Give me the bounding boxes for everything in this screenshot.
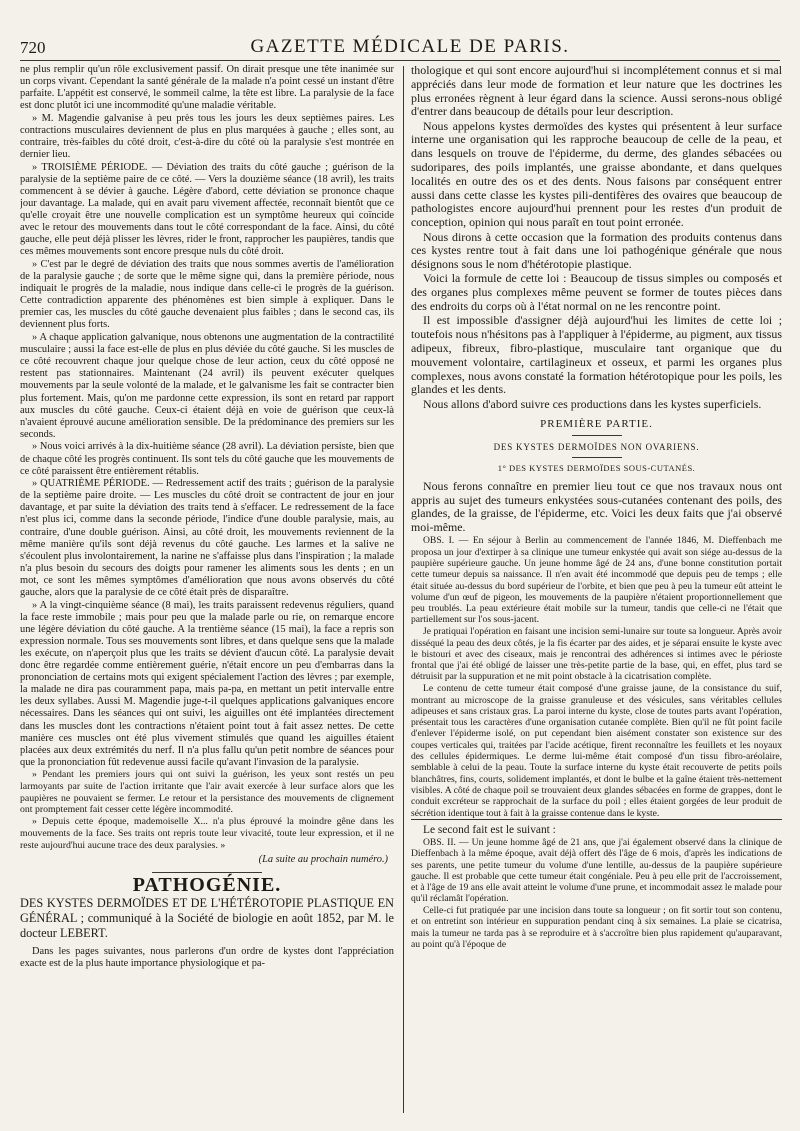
paragraph: Il est impossible d'assigner déjà aujourd'hui les limites de cette loi ; toutefois nous n'hésitons pas à l'appliquer à l'épiderme, au pigment, aux tissus adipeux, fibreux, fibro-plastique, musculaire tant organique que du mouvement volontaire, cartilagineux et osseux, et parmi les organes plus complexes, nous avons constaté la formation hétérotopique pour les poils, les glandes et les dents.	[411, 313, 782, 397]
subheading: DES KYSTES DERMOÏDES NON OVARIENS.	[493, 441, 700, 452]
column-divider	[403, 66, 404, 1113]
paragraph: Celle-ci fut pratiquée par une incision dans toute sa longueur ; on fit sortir tout son contenu, et on entretint son intérieur en suppuration pendant cinq à six semaines. La plaie se cicatrisa, mais la tumeur ne tarda pas à se reproduire et à s'accroître bien plus rapidement qu'auparavant, au point qu'à l'époque de	[411, 905, 782, 951]
paragraph: ne plus remplir qu'un rôle exclusivement passif. On dirait presque une tête inanimée sur un corps vivant. Cependant la santé générale de la malade n'a point cessé un instant d'être parfaite. L'appétit est conservé, le sommeil calme, la tête est libre. La paralysie de la face est donc plutôt ici une incommodité qu'une maladie véritable.	[20, 64, 394, 112]
paragraph: » Pendant les premiers jours qui ont suivi la guérison, les yeux sont restés un peu larmoyants par suite de l'action irritante que l'air avait exercée à leur surface alors que les paupières ne pouvaient se fermer. Le retour et la persistance des mouvements de clignement ont promptement fait cesser cette légère incommodité.	[20, 769, 394, 816]
header-rule	[20, 60, 780, 61]
paragraph: Je pratiquai l'opération en faisant une incision semi-lunaire sur toute sa longueur. Après avoir disséqué la peau des deux côtés, je la fis écarter par des aides, et je séparai ensuite le kyste avec le bistouri et avec des ciseaux, mais je rencontrai des adhérences si intimes avec le périoste frontal que j'ai été obligé de laisser une très-petite partie de la base, qui, en effet, plus tard se détruisit par la suppuration et ne mit point obstacle à la cicatrisation complète.	[411, 626, 782, 683]
article-subtitle: DES KYSTES DERMOÏDES ET DE L'HÉTÉROTOPIE PLASTIQUE EN GÉNÉRAL ; communiqué à la Société de biologie en août 1852, par M. le docteur LEBERT.	[20, 896, 394, 941]
page-header	[20, 24, 780, 58]
paragraph: » Nous voici arrivés à la dix-huitième séance (28 avril). La déviation persiste, bien que de chaque côté les progrès continuent. Ils sont tels du côté gauche que les mouvements de ce côté paraissent être entièrement rétablis.	[20, 441, 394, 477]
paragraph: Nous appelons kystes dermoïdes des kystes qui présentent à leur surface interne une organisation qui les rapproche beaucoup de celle de la peau, et dans lesquels on trouve de l'épiderme, du derme, des glandes sébacées ou sudoripares, des poils implantés, une graisse abondante, et dans quelques localités en outre des os et des dents. Nous faisons par conséquent entrer aussi dans cette classe les kystes pili-dentifères des ovaires que beaucoup de pathologistes encore aujourd'hui prennent pour les restes d'un produit de conception, opinion qui nous paraît en tout point erronée.	[411, 118, 782, 230]
paragraph: » TROISIÈME PÉRIODE. — Déviation des traits du côté gauche ; guérison de la paralysie de la septième paire de ce côté. — Vers la douzième séance (18 avril), les traits commencent à se dévier à gauche. Légère d'abord, cette déviation se prononce chaque jour davantage. La malade, qui en avait paru vivement affectée, reconnaît bientôt que ce qu'elle croyait être une nouvelle complication est un symptôme heureux qui coïncide avec le retour des mouvements dans tout le côté correspondant de la face. Ainsi, du côté gauche, elle peut déjà plisser les lèvres, rider le front, rapprocher les paupières, tandis que ces mêmes mouvements sont encore presque nuls du côté droit.	[20, 161, 394, 258]
separator	[572, 457, 622, 458]
right-column	[411, 64, 782, 1114]
paragraph: Nous ferons connaître en premier lieu tout ce que nos travaux nous ont appris au sujet des tumeurs enkystées sous-cutanées contenant des poils, des glandes, de la graisse, de l'épiderme, etc. Voici les deux faits que j'ai observé moi-même.	[411, 478, 782, 535]
left-column	[20, 64, 394, 1114]
paragraph: Le second fait est le suivant :	[411, 819, 782, 836]
paragraph: » A la vingt-cinquième séance (8 mai), les traits paraissent redevenus réguliers, quand la face reste immobile ; mais pour peu que la malade parle ou rie, on remarque encore une légère déviation du côté gauche. A la trentième séance (15 mai), la face a repris son expression normale. Tous ses mouvements sont libres, et dans quelque sens que la malade les exécute, on n'aperçoit plus que les traits se dévient d'aucun côté. La paralysie devait donc être regardée comme entièrement guérie, n'était encore un peu d'embarras dans la prononciation de certains mots qui exigent spécialement l'action des lèvres ; par exemple, la malade ne dira pas couramment papa, mais pa-pa, en mettant un petit intervalle entre les deux syllabes. Aussi M. Magendie juge-t-il quelques applications galvaniques encore nécessaires. Dans les séances qui ont suivi, les aiguilles ont été implantées directement dans les muscles dont les contractions n'étaient point tout à fait assez nettes. De cette manière ces muscles ont été plus vivement stimulés que quand les aiguilles étaient placées aux deux extrémités du nerf. Il n'a plus fallu qu'un petit nombre de séances pour que la prononciation fût redevenue aussi facile qu'avant l'invasion de la paralysie.	[20, 599, 394, 768]
paragraph: » M. Magendie galvanise à peu près tous les jours les deux septièmes paires. Les contractions musculaires deviennent de plus en plus marquées à gauche ; elles sont, au contraire, très-faibles du côté droit, c'est-à-dire du côté où la paralysie s'est montrée en dernier lieu.	[20, 112, 394, 161]
page-number: 720	[20, 38, 46, 57]
paragraph: » A chaque application galvanique, nous obtenons une augmentation de la contractilité musculaire ; aussi la face est-elle de plus en plus déviée du côté gauche. Si les muscles de ce côté recouvrent chaque jour quelque chose de leur action, ceux du côté opposé ne restent pas stationnaires. Maintenant (24 avril) ils peuvent exécuter quelques mouvements par la seule volonté de la malade, et le galvanisme les fait se contracter bien plus fortement. Mais, qu'on me pardonne cette expression, ils sont en retard par rapport aux muscles du côté gauche. Ceux-ci étaient déjà en voie de guérison que ceux-là n'avaient éprouvé aucune amélioration sensible. De la prédominance des premiers sur les seconds.	[20, 332, 394, 440]
paragraph: OBS. II. — Un jeune homme âgé de 21 ans, que j'ai également observé dans la clinique de Dieffenbach à la même époque, avait déjà offert dès l'âge de 6 mois, d'après les indications de ses parents, une petite tumeur du volume d'une lentille, au-dessus de la paupière supérieure gauche. Il est probable que cette tumeur était congéniale. Peu à peu elle prit de l'accroissement, et à l'âge de 19 ans elle avait atteint le volume d'une prune, et incommodait assez le malade pour qu'il réclamât l'opération.	[411, 836, 782, 905]
part-heading: PREMIÈRE PARTIE.	[540, 418, 653, 431]
paragraph: Dans les pages suivantes, nous parlerons d'un ordre de kystes dont l'appréciation exacte est de la plus haute importance physiologique et pa-	[20, 946, 394, 970]
paragraph: thologique et qui sont encore aujourd'hui si incomplétement connus et si mal appréciés dans leur mode de formation et leur nature que les doctrines les plus erronées règnent à leur égard dans la science. Aussi serons-nous obligé d'entrer dans beaucoup de détails pour leur description.	[411, 64, 782, 119]
paragraph: » Depuis cette époque, mademoiselle X... n'a plus éprouvé la moindre gêne dans les mouvements de la face. Ses traits ont repris toute leur vivacité, toute leur expression, et il ne reste aujourd'hui aucune trace des deux paralysies. »	[20, 816, 394, 851]
separator	[572, 435, 622, 436]
paragraph: Voici la formule de cette loi : Beaucoup de tissus simples ou composés et des organes plus complexes même peuvent se former de toutes pièces dans des endroits du corps où à l'état normal on ne les rencontre point.	[411, 271, 782, 314]
journal-title: GAZETTE MÉDICALE DE PARIS.	[250, 36, 570, 57]
paragraph: Nous allons d'abord suivre ces productions dans les kystes superficiels.	[423, 396, 762, 411]
paragraph: Le contenu de cette tumeur était composé d'une graisse jaune, de la consistance du suif, montrant au microscope de la graisse granuleuse et des vésicules, sans véritables cellules adipeuses et sans cristaux gras. La paroi interne du kyste, close de toutes parts avant l'opération, présentait tous les caractères d'une organisation cutanée complète. Bien qu'il ne fût point facile d'enlever l'épiderme isolé, on put cependant bien aisément constater son existence sur des coupes verticales qui, traitées par l'acide acétique, firent reconnaître les feuillets et les noyaux des cellules épidermiques. Le derme lui-même était composé d'un tissu fibro-aréolaire, semblable à celui de la peau. Toute la surface interne du kyste était recouverte de petits poils blanchâtres, fins, courts, solidement implantés, et dont le bulbe et la gaîne étaient très-nettement visibles. A côté de chaque poil se trouvaient deux glandes sébacées en forme de grappes, dont le conduit excréteur se rapprochait de la surface du poil ; elles étaient gorgées de leur produit de sécrétion identique tout à fait à la graisse contenue dans le kyste.	[411, 683, 782, 819]
paragraph: Nous dirons à cette occasion que la formation des produits contenus dans ces kystes rentre tout à fait dans une loi pathogénique générale que nous désignons sous le nom d'hétérotopie plastique.	[411, 229, 782, 272]
subheading: 1° DES KYSTES DERMOÏDES SOUS-CUTANÉS.	[497, 462, 696, 473]
paragraph: OBS. I. — En séjour à Berlin au commencement de l'année 1846, M. Dieffenbach me proposa un jour d'extirper à sa clinique une tumeur enkystée qui avait son siége au-dessus de la paupière supérieure gauche. Un jeune homme âgé de 24 ans, d'une bonne constitution portait cette tumeur depuis sa naissance. Il n'en avait été incommodé que depuis peu de temps ; elle était située au-dessus du bord supérieur de l'orbite, et bien que peu à peu la tumeur eût atteint le volume d'un œuf de pigeon, les mouvements de la paupière n'étaient proportionnellement que peu troublés. La peau extérieure était mobile sur la tumeur, tandis que celle-ci ne l'était que partiellement sur l'os sous-jacent.	[411, 535, 782, 626]
continued-note: (La suite au prochain numéro.)	[258, 854, 388, 866]
paragraph: » QUATRIÈME PÉRIODE. — Redressement actif des traits ; guérison de la paralysie de la septième paire droite. — Les muscles du côté droit se contractent de jour en jour davantage, et par suite la déviation des traits tend à s'effacer. Le redressement de la face n'est plus ici, comme dans la seconde période, l'indice d'une double paralysie, mais, au contraire, d'une double guérison. Ainsi, au côté droit, les mouvements reviennent de la même manière qu'ils sont déjà revenus du côté gauche. Les larmes et la salive ne s'écoulent plus involontairement, la narine ne s'affaisse plus dans l'inspiration ; la malade n'a plus besoin du secours des doigts pour ramener les aliments sous les dents ; en un mot, ce sont les mêmes symptômes d'amélioration que nous avons observés du côté gauche, alors que la paralysie de ce côté était près de disparaître.	[20, 478, 394, 599]
section-title: PATHOGÉNIE.	[132, 874, 282, 897]
paragraph: » C'est par le degré de déviation des traits que nous sommes avertis de l'amélioration de la paralysie gauche ; de sorte que le même signe qui, dans la première période, nous indiquait le progrès de la maladie, nous indique dans celle-ci le progrès de la guérison. Cette contradiction apparente des phénomènes est bien simple à expliquer. Dans le premier cas, les muscles du côté gauche devenaient plus faibles ; dans le second cas, ils deviennent plus forts.	[20, 259, 394, 331]
